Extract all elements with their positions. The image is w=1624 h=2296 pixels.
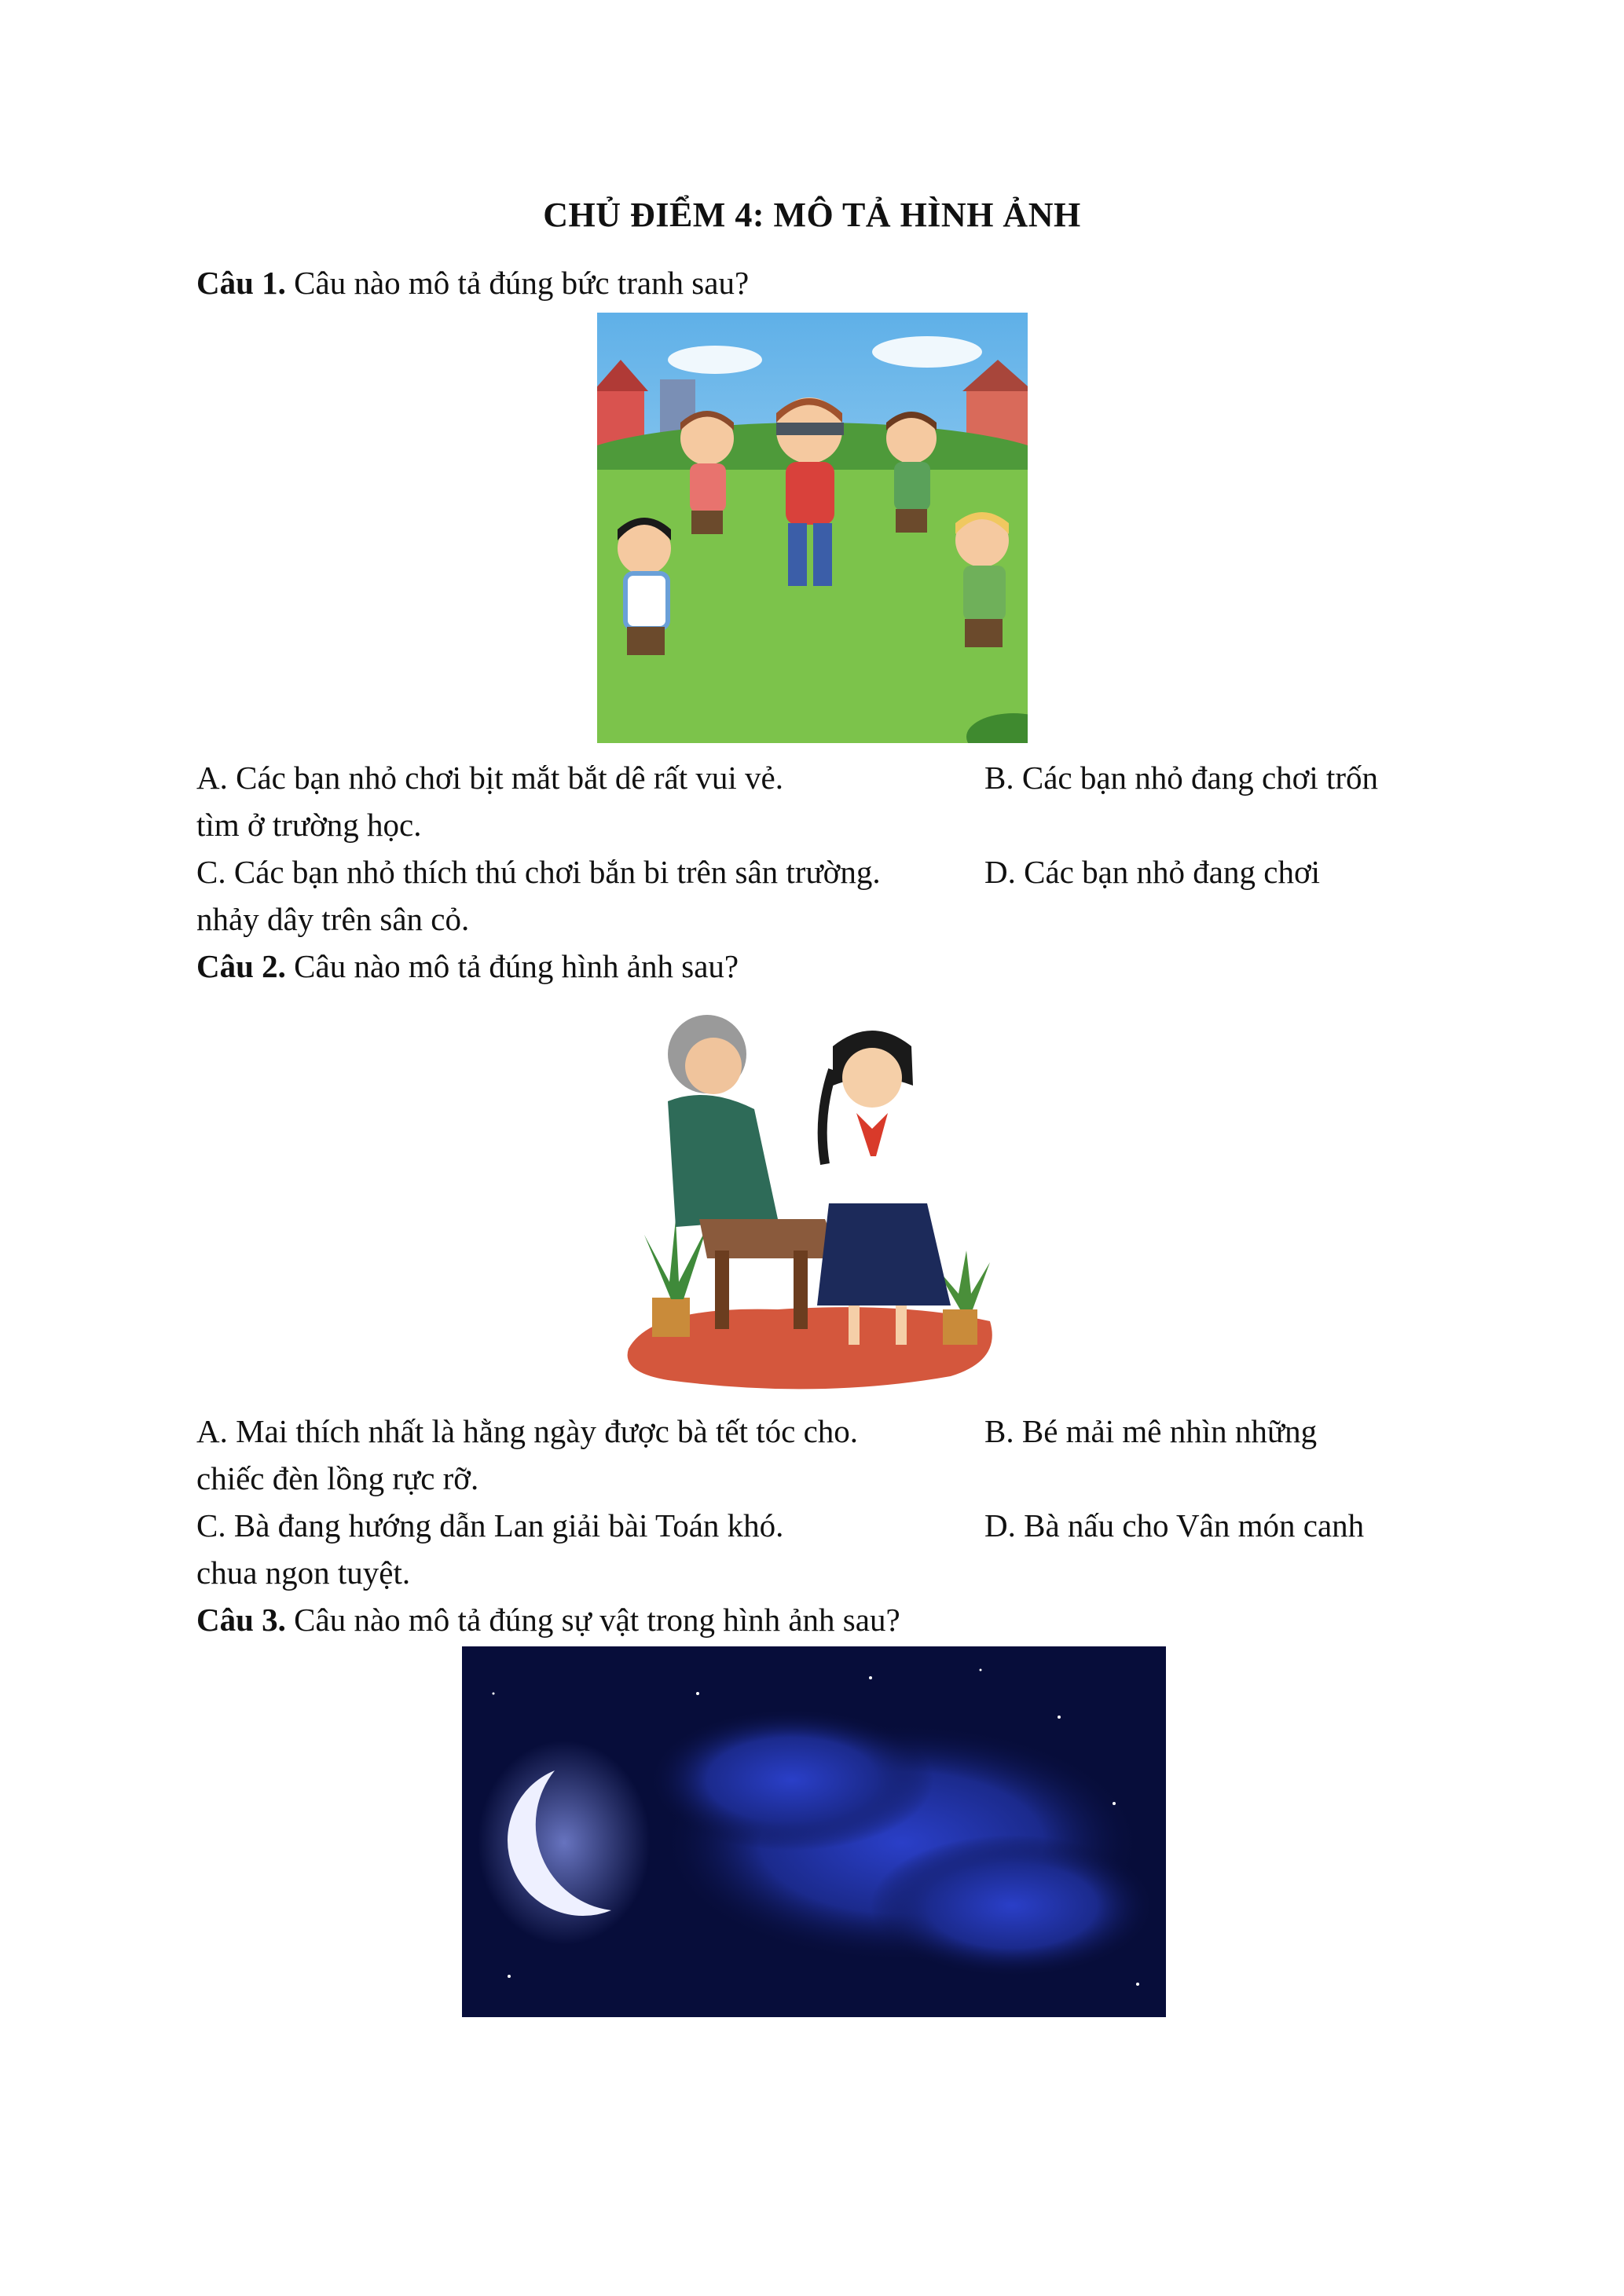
q2-option-d-cont: chua ngon tuyệt.	[196, 1554, 411, 1591]
q1-option-a: A. Các bạn nhỏ chơi bịt mắt bắt dê rất vui vẻ.	[196, 760, 783, 796]
q1-option-d: D. Các bạn nhỏ đang chơi	[984, 854, 1321, 890]
q1-option-d-cont: nhảy dây trên sân cỏ.	[196, 901, 470, 937]
q2-option-a: A. Mai thích nhất là hằng ngày được bà tết tóc cho.	[196, 1413, 859, 1449]
question-3-prompt: Câu nào mô tả đúng sự vật trong hình ảnh sau?	[294, 1602, 900, 1638]
question-2	[196, 943, 739, 990]
question-2-prompt: Câu nào mô tả đúng hình ảnh sau?	[294, 948, 739, 984]
question-1-label: Câu 1.	[196, 265, 286, 301]
children-blindfold-game-illustration	[597, 313, 1028, 743]
q2-option-c: C. Bà đang hướng dẫn Lan giải bài Toán khó.	[196, 1507, 784, 1543]
q2-option-d: D. Bà nấu cho Vân món canh	[984, 1507, 1365, 1543]
question-3-label: Câu 3.	[196, 1602, 286, 1638]
crescent-moon-night-sky-photo	[462, 1646, 1166, 2017]
q1-option-b: B. Các bạn nhỏ đang chơi trốn	[984, 760, 1379, 796]
question-3	[196, 1596, 900, 1643]
q1-option-c: C. Các bạn nhỏ thích thú chơi bắn bi trên sân trường.	[196, 854, 881, 890]
q2-option-b-cont: chiếc đèn lồng rực rỡ.	[196, 1460, 479, 1496]
grandmother-braiding-hair-illustration	[621, 991, 1006, 1392]
page-title: CHỦ ĐIỂM 4: MÔ TẢ HÌNH ẢNH	[543, 196, 1081, 234]
question-2-label: Câu 2.	[196, 948, 286, 984]
question-1	[196, 259, 749, 306]
q1-option-b-cont: tìm ở trường học.	[196, 807, 422, 843]
q2-option-b: B. Bé mải mê nhìn những	[984, 1413, 1318, 1449]
question-1-prompt: Câu nào mô tả đúng bức tranh sau?	[294, 265, 750, 301]
